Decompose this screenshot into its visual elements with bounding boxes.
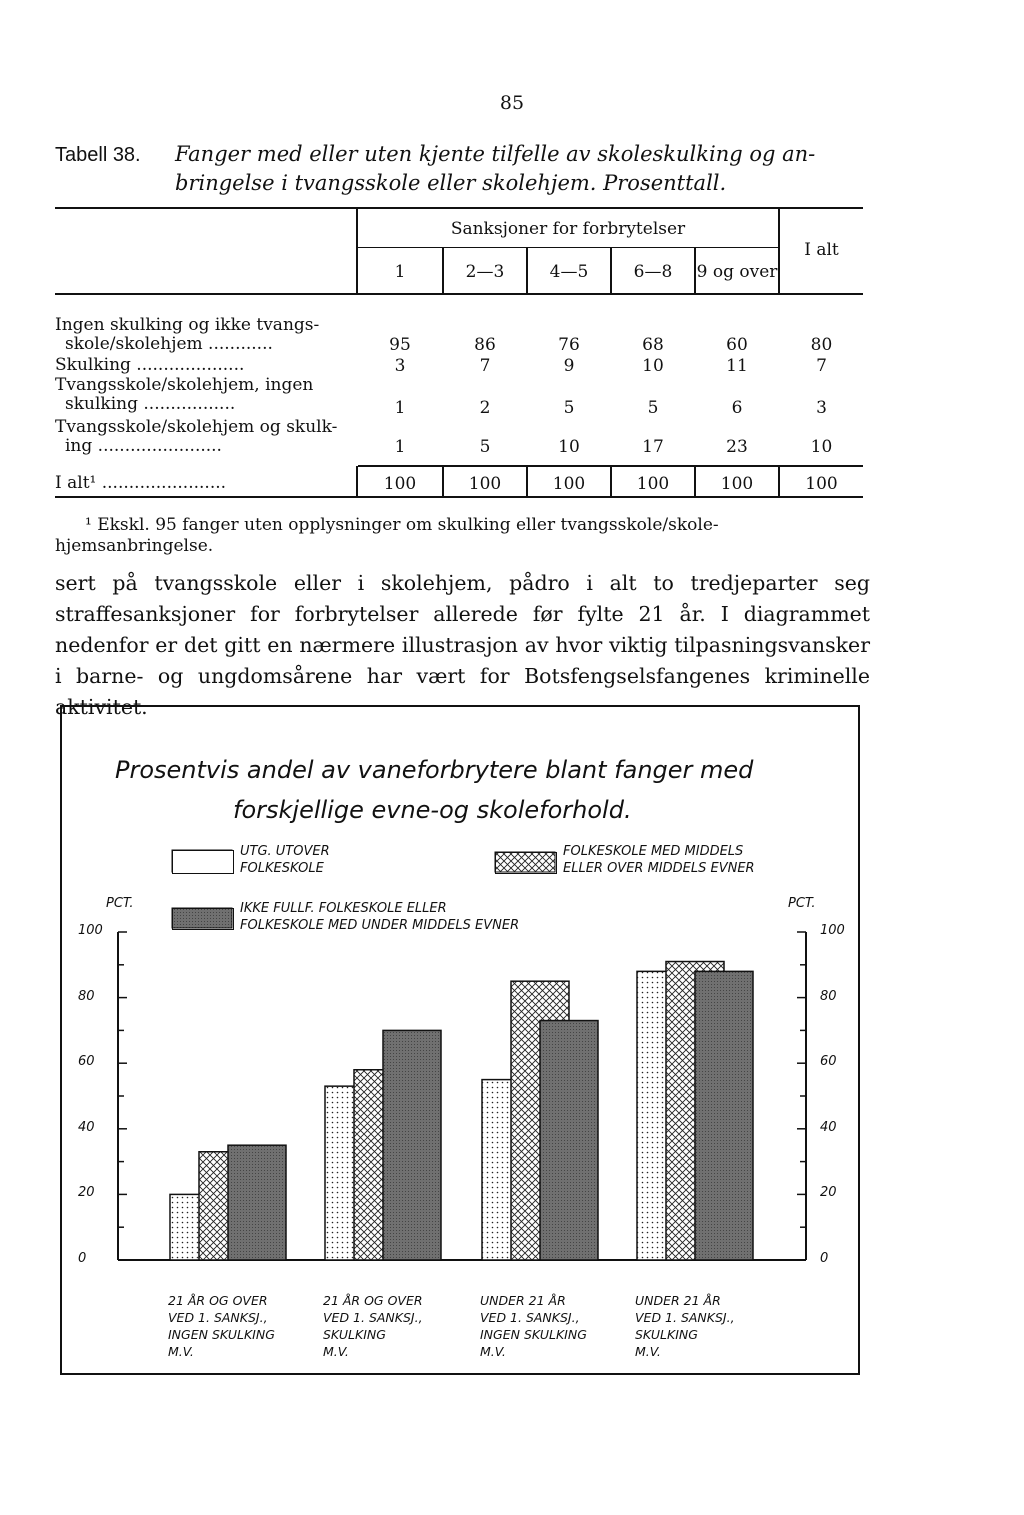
legend-label-3	[240, 900, 519, 934]
table-cell: 80	[810, 335, 833, 355]
table-cell: 68	[642, 335, 664, 355]
y-tick-label-left: 100	[78, 923, 103, 938]
legend-swatch-dots	[172, 850, 234, 874]
x-category-label	[635, 1292, 735, 1360]
row-label-line: Tvangsskole/skolehjem og skulk-	[55, 418, 338, 437]
row-label-line: skulking .................	[65, 394, 236, 414]
row-label-2	[55, 356, 347, 375]
group-header: Sanksjoner for forbrytelser	[450, 219, 686, 239]
total-cell: 100	[636, 474, 670, 494]
table-title	[55, 140, 875, 197]
col-header-3: 4—5	[549, 262, 589, 282]
legend-swatch-dark	[172, 908, 234, 930]
chart-title-line2: forskjellige evne-og skoleforhold.	[233, 796, 632, 824]
row-label-line: skole/skolehjem ............	[65, 334, 273, 354]
legend-line: FOLKESKOLE MED MIDDELS	[563, 844, 744, 859]
legend-line: ELLER OVER MIDDELS EVNER	[563, 861, 755, 876]
x-category-line: SKULKING	[323, 1327, 386, 1342]
col-header-2: 2—3	[465, 262, 505, 282]
y-tick-label-right: 40	[820, 1119, 837, 1135]
total-cell: 100	[468, 474, 502, 494]
table-cell: 7	[816, 356, 827, 376]
legend-label-2	[563, 843, 755, 877]
table-cell: 23	[726, 437, 748, 457]
y-unit-right: PCT.	[788, 896, 816, 911]
table-cell: 76	[558, 335, 580, 355]
y-tick-label-right: 20	[820, 1185, 837, 1201]
x-category-line: UNDER 21 ÅR	[635, 1293, 721, 1308]
table-cell: 1	[394, 437, 406, 457]
page-number: 85	[499, 92, 525, 114]
y-tick-label-left: 40	[78, 1119, 95, 1135]
legend-line: IKKE FULLF. FOLKESKOLE ELLER	[240, 901, 447, 916]
x-category-label	[168, 1292, 275, 1360]
table-cell: 6	[731, 398, 743, 418]
col-header-total: I alt	[804, 240, 839, 260]
y-unit-left: PCT.	[106, 896, 134, 911]
legend-line: FOLKESKOLE	[240, 861, 324, 876]
legend-line: FOLKESKOLE MED UNDER MIDDELS EVNER	[240, 918, 520, 933]
table-cell: 11	[726, 356, 748, 376]
table-cell: 3	[816, 398, 827, 418]
col-header-5: 9 og over	[696, 262, 778, 282]
table-cell: 5	[647, 398, 659, 418]
legend-line: UTG. UTOVER	[240, 844, 330, 859]
y-tick-label-left: 80	[78, 988, 95, 1004]
y-tick-label-left: 20	[78, 1185, 95, 1201]
footnote-line1: ¹ Ekskl. 95 fanger uten opplysninger om skulking eller tvangsskole/skole-	[85, 515, 719, 535]
row-label-line: ing .......................	[65, 436, 222, 456]
footnote	[55, 515, 865, 557]
total-cell: 100	[720, 474, 754, 494]
footnote-line2: hjemsanbringelse.	[55, 536, 214, 556]
chart-title-line1: Prosentvis andel av vaneforbrytere blant fanger med	[115, 756, 754, 784]
x-category-line: VED 1. SANKSJ.,	[635, 1310, 735, 1325]
row-label-1	[55, 316, 347, 354]
total-cell: 100	[552, 474, 586, 494]
table-cell: 5	[479, 437, 491, 457]
row-label-line: Skulking ....................	[55, 356, 245, 375]
table-cell: 17	[642, 437, 664, 457]
table-cell: 1	[394, 398, 406, 418]
table-cell: 10	[558, 437, 580, 457]
x-category-line: M.V.	[323, 1344, 349, 1359]
chart-title	[115, 750, 815, 830]
x-category-label	[480, 1292, 587, 1360]
x-category-line: M.V.	[480, 1344, 506, 1359]
x-category-line: VED 1. SANKSJ.,	[480, 1310, 580, 1325]
total-row-label: I alt¹ .......................	[55, 474, 227, 493]
y-tick-label-right: 0	[820, 1251, 829, 1266]
table-label: Tabell 38.	[55, 144, 141, 166]
table-cell: 95	[389, 335, 411, 355]
table-cell: 3	[394, 356, 406, 376]
x-category-line: 21 ÅR OG OVER	[323, 1293, 423, 1308]
table-cell: 7	[479, 356, 491, 376]
x-category-line: VED 1. SANKSJ.,	[168, 1310, 268, 1325]
total-cell: 100	[805, 474, 838, 494]
x-category-line: VED 1. SANKSJ.,	[323, 1310, 423, 1325]
x-category-line: INGEN SKULKING	[168, 1327, 275, 1342]
y-tick-label-left: 0	[78, 1251, 87, 1266]
y-tick-label-left: 60	[78, 1054, 95, 1070]
row-label-4	[55, 418, 347, 456]
x-category-line: SKULKING	[635, 1327, 698, 1342]
table-cell: 60	[726, 335, 748, 355]
y-tick-label-right: 60	[820, 1054, 837, 1070]
total-cell: 100	[383, 474, 417, 494]
table-cell: 10	[810, 437, 833, 457]
x-category-line: INGEN SKULKING	[480, 1327, 587, 1342]
x-category-label	[323, 1292, 423, 1360]
col-header-4: 6—8	[633, 262, 673, 282]
row-label-3	[55, 376, 347, 414]
table-cell: 2	[479, 398, 491, 418]
y-tick-label-right: 100	[820, 923, 845, 938]
body-paragraph: sert på tvangsskole eller i skolehjem, pådro i alt to tredjeparter seg straffesanksjoner for forbrytelser allerede før fylte 21 år. I diagrammet nedenfor er det gitt en nærmere illustrasjon av hvor viktig tilpasningsvansker i barne- og ungdomsårene har vært for Botsfengselsfangenes kriminelle aktivitet.	[55, 571, 870, 719]
col-header-1: 1	[394, 262, 406, 282]
table-cell: 10	[642, 356, 664, 376]
row-label-line: Tvangsskole/skolehjem, ingen	[55, 376, 314, 395]
table-title-line2: bringelse i tvangsskole eller skolehjem. Prosenttall.	[175, 171, 727, 195]
x-category-line: 21 ÅR OG OVER	[168, 1293, 268, 1308]
y-tick-label-right: 80	[820, 988, 837, 1004]
table-cell: 5	[563, 398, 575, 418]
legend-label-1	[240, 843, 330, 877]
x-category-line: UNDER 21 ÅR	[480, 1293, 566, 1308]
row-label-line: Ingen skulking og ikke tvangs-	[55, 316, 320, 335]
legend-swatch-crosshatch	[495, 852, 557, 874]
x-category-line: M.V.	[168, 1344, 194, 1359]
x-category-line: M.V.	[635, 1344, 661, 1359]
table-cell: 86	[474, 335, 496, 355]
table-cell: 9	[563, 356, 575, 376]
table-title-line1: Fanger med eller uten kjente tilfelle av skoleskulking og an-	[175, 142, 816, 166]
